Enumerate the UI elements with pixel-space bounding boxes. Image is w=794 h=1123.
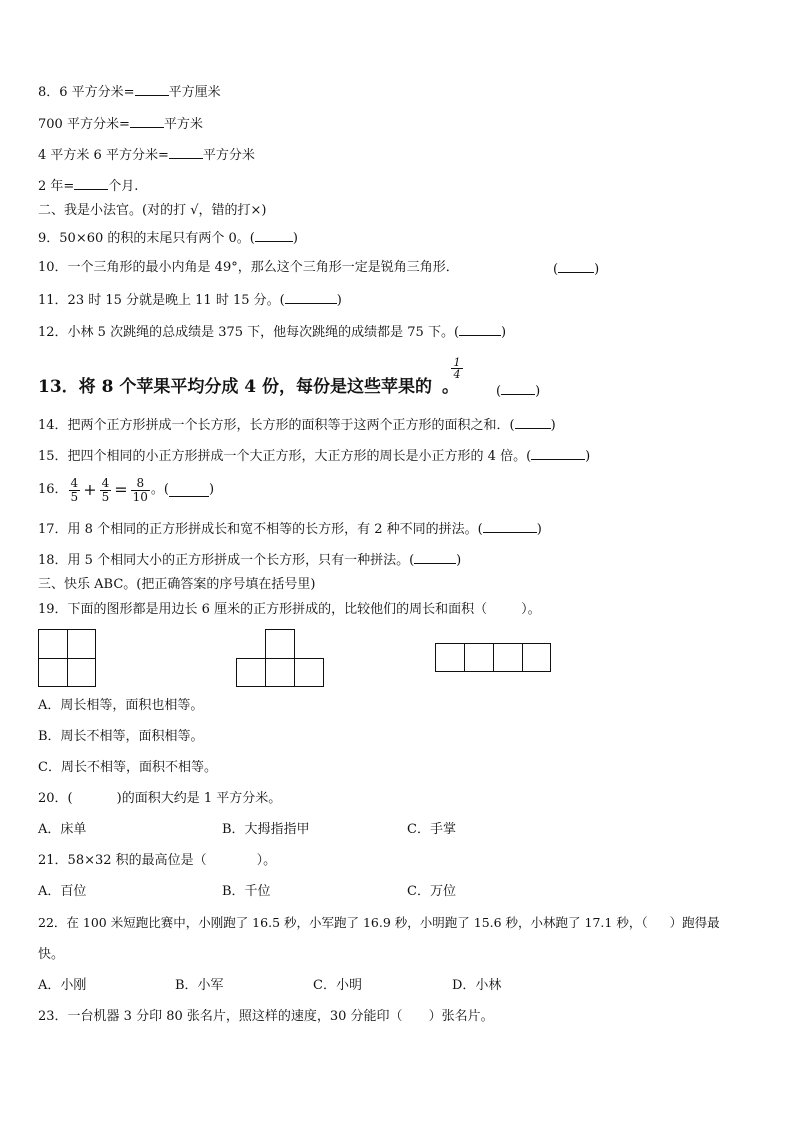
fraction-numerator: 1 bbox=[451, 357, 463, 369]
q8-line3-text: 4 平方米 6 平方分米= bbox=[38, 148, 169, 163]
question-20 bbox=[38, 790, 281, 808]
question-text: 13．将 8 个苹果平均分成 4 份，每份是这些苹果的 bbox=[38, 377, 432, 397]
answer-blank[interactable] bbox=[169, 145, 203, 159]
question-text: 12．小林 5 次跳绳的总成绩是 375 下，他每次跳绳的成绩都是 75 下。( bbox=[38, 325, 460, 340]
question-12 bbox=[38, 322, 506, 342]
fraction-a bbox=[69, 477, 81, 504]
question-19 bbox=[38, 601, 541, 619]
question-end: ）张名片。 bbox=[428, 1009, 494, 1024]
option-b[interactable]: B．千位 bbox=[222, 884, 271, 899]
option-a[interactable]: A．周长相等，面积也相等。 bbox=[38, 698, 204, 713]
answer-blank[interactable] bbox=[130, 114, 164, 128]
question-text: 17．用 8 个相同的正方形拼成长和宽不相等的长方形，有 2 种不同的拼法。( bbox=[38, 522, 483, 537]
question-text: 22．在 100 米短跑比赛中，小刚跑了 16.5 秒，小军跑了 16.9 秒，小明跑了 15.6 秒，小林跑了 17.1 秒，（ bbox=[38, 915, 648, 930]
question-14 bbox=[38, 415, 556, 435]
close-paren: ) bbox=[456, 553, 462, 568]
question-13-answer: ( ) bbox=[496, 381, 540, 401]
answer-blank[interactable] bbox=[483, 519, 537, 533]
square-cell bbox=[67, 629, 96, 659]
question-10 bbox=[38, 259, 459, 277]
square-cell bbox=[493, 643, 523, 672]
option-b[interactable]: B．周长不相等，面积相等。 bbox=[38, 729, 204, 744]
answer-blank[interactable] bbox=[515, 415, 551, 429]
question-22-continued: 快。 bbox=[38, 947, 65, 962]
answer-blank[interactable] bbox=[255, 228, 293, 242]
question-text: 10．一个三角形的最小内角是 49°，那么这个三角形一定是锐角三角形． bbox=[38, 260, 459, 275]
close-paren: ) bbox=[536, 522, 542, 537]
q8-line4-unit: 个月. bbox=[108, 179, 139, 194]
square-cell bbox=[38, 658, 68, 687]
question-17 bbox=[38, 519, 542, 539]
close-paren: ) bbox=[209, 482, 215, 497]
q8-line2-unit: 平方米 bbox=[163, 117, 203, 132]
q8-line1 bbox=[38, 82, 221, 102]
option-c[interactable]: C．手掌 bbox=[407, 822, 456, 837]
option-b[interactable]: B．大拇指指甲 bbox=[222, 822, 310, 837]
figure-t-shape bbox=[236, 629, 324, 687]
fraction-denominator: 5 bbox=[70, 489, 79, 504]
answer-blank[interactable] bbox=[414, 550, 456, 564]
question-21 bbox=[38, 852, 276, 870]
option-c[interactable]: C．小明 bbox=[313, 978, 362, 993]
option-d[interactable]: D．小林 bbox=[452, 978, 502, 993]
question-23 bbox=[38, 1008, 494, 1026]
question-text: 18．用 5 个相同大小的正方形拼成一个长方形，只有一种拼法。( bbox=[38, 553, 415, 568]
question-text: 14．把两个正方形拼成一个长方形，长方形的面积等于这两个正方形的面积之和．( bbox=[38, 418, 515, 433]
answer-blank[interactable] bbox=[285, 290, 337, 304]
answer-blank[interactable] bbox=[531, 446, 585, 460]
close-paren: ) bbox=[594, 262, 600, 277]
question-18 bbox=[38, 550, 461, 570]
close-paren: ) bbox=[535, 384, 541, 399]
q8-line2 bbox=[38, 114, 203, 134]
question-end: ）。 bbox=[256, 853, 277, 868]
close-paren: ) bbox=[292, 231, 298, 246]
answer-blank[interactable] bbox=[135, 82, 169, 96]
option-a[interactable]: A．百位 bbox=[38, 884, 87, 899]
q8-line3 bbox=[38, 145, 255, 165]
section-heading: 三、快乐 ABC。(把正确答案的序号填在括号里) bbox=[38, 577, 316, 592]
option-b[interactable]: B．小军 bbox=[175, 978, 224, 993]
answer-blank[interactable] bbox=[74, 176, 108, 190]
plus-sign: + bbox=[83, 480, 97, 499]
q8-line3-unit: 平方分米 bbox=[202, 148, 255, 163]
fraction-numerator: 4 bbox=[101, 475, 110, 490]
square-cell bbox=[67, 658, 96, 687]
q8-line1-text: 8．6 平方分米= bbox=[38, 85, 135, 100]
square-cell bbox=[265, 629, 295, 659]
square-cell bbox=[265, 658, 295, 687]
equals-sign: = bbox=[114, 480, 128, 499]
fraction-one-quarter bbox=[451, 357, 463, 380]
option-c[interactable]: C．万位 bbox=[407, 884, 456, 899]
close-paren: ) bbox=[336, 293, 342, 308]
fraction-denominator: 5 bbox=[101, 489, 110, 504]
close-paren: ) bbox=[585, 449, 591, 464]
q8-line4 bbox=[38, 176, 138, 196]
question-number: 16． bbox=[38, 482, 68, 497]
question-text: 20．( bbox=[38, 791, 73, 806]
question-text: 15．把四个相同的小正方形拼成一个大正方形，大正方形的周长是小正方形的 4 倍。( bbox=[38, 449, 532, 464]
square-cell bbox=[294, 658, 324, 687]
close-paren: ) bbox=[550, 418, 556, 433]
fraction-b bbox=[100, 477, 112, 504]
question-15 bbox=[38, 446, 590, 466]
option-a[interactable]: A．床单 bbox=[38, 822, 87, 837]
answer-blank[interactable] bbox=[169, 483, 209, 497]
question-text: 23．一台机器 3 分印 80 张名片，照这样的速度，30 分能印（ bbox=[38, 1009, 403, 1024]
question-end: 。 bbox=[442, 377, 459, 397]
square-cell bbox=[522, 643, 551, 672]
question-16 bbox=[38, 475, 214, 506]
square-cell bbox=[38, 629, 68, 659]
question-9 bbox=[38, 228, 298, 248]
fraction-numerator: 8 bbox=[131, 477, 150, 491]
question-13 bbox=[38, 378, 459, 396]
q8-line1-unit: 平方厘米 bbox=[168, 85, 221, 100]
answer-blank[interactable] bbox=[558, 259, 594, 273]
fraction-numerator: 4 bbox=[70, 475, 79, 490]
fraction-c bbox=[131, 477, 150, 504]
question-11 bbox=[38, 290, 342, 310]
figure-1x4-row bbox=[435, 643, 551, 672]
figure-2x2-squares bbox=[38, 629, 96, 687]
question-end: ）。 bbox=[521, 602, 541, 617]
fraction-denominator: 10 bbox=[132, 489, 148, 504]
question-end: )的面积大约是 1 平方分米。 bbox=[116, 791, 282, 806]
question-end: 。( bbox=[150, 482, 169, 497]
section-heading: 二、我是小法官。(对的打 √，错的打×) bbox=[38, 203, 267, 218]
option-a[interactable]: A．小刚 bbox=[38, 978, 87, 993]
square-cell bbox=[435, 643, 465, 672]
square-cell bbox=[464, 643, 494, 672]
question-text: 11．23 时 15 分就是晚上 11 时 15 分。( bbox=[38, 293, 285, 308]
q8-line4-text: 2 年= bbox=[38, 179, 75, 194]
option-c[interactable]: C．周长不相等，面积不相等。 bbox=[38, 760, 217, 775]
fraction-denominator: 4 bbox=[453, 368, 461, 381]
question-text: 19．下面的图形都是用边长 6 厘米的正方形拼成的，比较他们的周长和面积（ bbox=[38, 602, 488, 617]
answer-blank[interactable] bbox=[459, 322, 501, 336]
question-10-answer: ( ) bbox=[553, 259, 599, 279]
question-22 bbox=[38, 914, 720, 932]
question-end: ）跑得最 bbox=[669, 915, 720, 930]
close-paren: ) bbox=[501, 325, 507, 340]
square-cell bbox=[236, 658, 266, 687]
q8-line2-text: 700 平方分米= bbox=[38, 117, 130, 132]
question-text: 21．58×32 积的最高位是（ bbox=[38, 853, 207, 868]
question-text: 9．50×60 的积的末尾只有两个 0。( bbox=[38, 231, 255, 246]
answer-blank[interactable] bbox=[501, 381, 535, 395]
